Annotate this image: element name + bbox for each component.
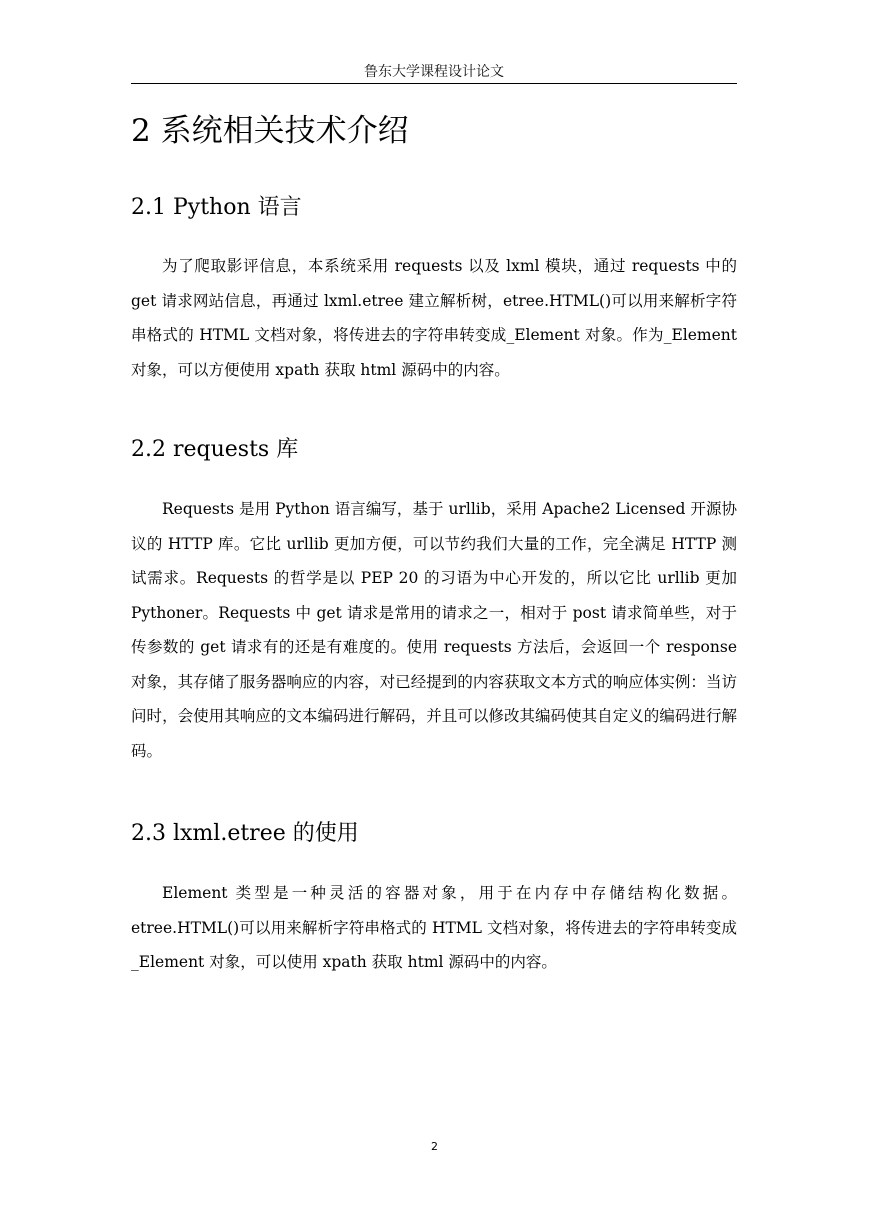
- section-body-2-2: Requests 是用 Python 语言编写，基于 urllib，采用 Apache2 Licensed 开源协议的 HTTP 库。它比 urllib 更加方便，可以节约我们大量的工作，完全满足 HTTP 测试需求。Requests 的哲学是以 PEP 20 的习语为中心开发的，所以它比 urllib 更加 Pythoner。Requests 中 get 请求是常用的请求之一，相对于 post 请求简单些，对于传参数的 get 请求有的还是有难度的。使用 requests 方法后，会返回一个 response 对象，其存储了服务器响应的内容，对已经提到的内容获取文本方式的响应体实例：当访问时，会使用其响应的文本编码进行解码，并且可以修改其编码使其自定义的编码进行解码。: [131, 500, 737, 760]
- header-rule: [131, 83, 737, 84]
- running-header: 鲁东大学课程设计论文: [364, 64, 504, 80]
- section-body-2-3: Element 类型是一种灵活的容器对象，用于在内存中存储结构化数据。etree.HTML()可以用来解析字符串格式的 HTML 文档对象，将传进去的字符串转变成_Element 对象，可以使用 xpath 获取 html 源码中的内容。: [131, 884, 737, 971]
- section-title-2-3: 2.3 lxml.etree 的使用: [131, 821, 359, 846]
- section-title-2-2: 2.2 requests 库: [131, 437, 299, 462]
- section-body-2-1: 为了爬取影评信息，本系统采用 requests 以及 lxml 模块，通过 requests 中的 get 请求网站信息，再通过 lxml.etree 建立解析树，etree.HTML()可以用来解析字符串格式的 HTML 文档对象，将传进去的字符串转变成_Element 对象。作为_Element 对象，可以方便使用 xpath 获取 html 源码中的内容。: [131, 257, 737, 379]
- section-title-2-1: 2.1 Python 语言: [131, 195, 302, 220]
- page-number: 2: [431, 1140, 438, 1153]
- chapter-title: 2 系统相关技术介绍: [131, 113, 409, 149]
